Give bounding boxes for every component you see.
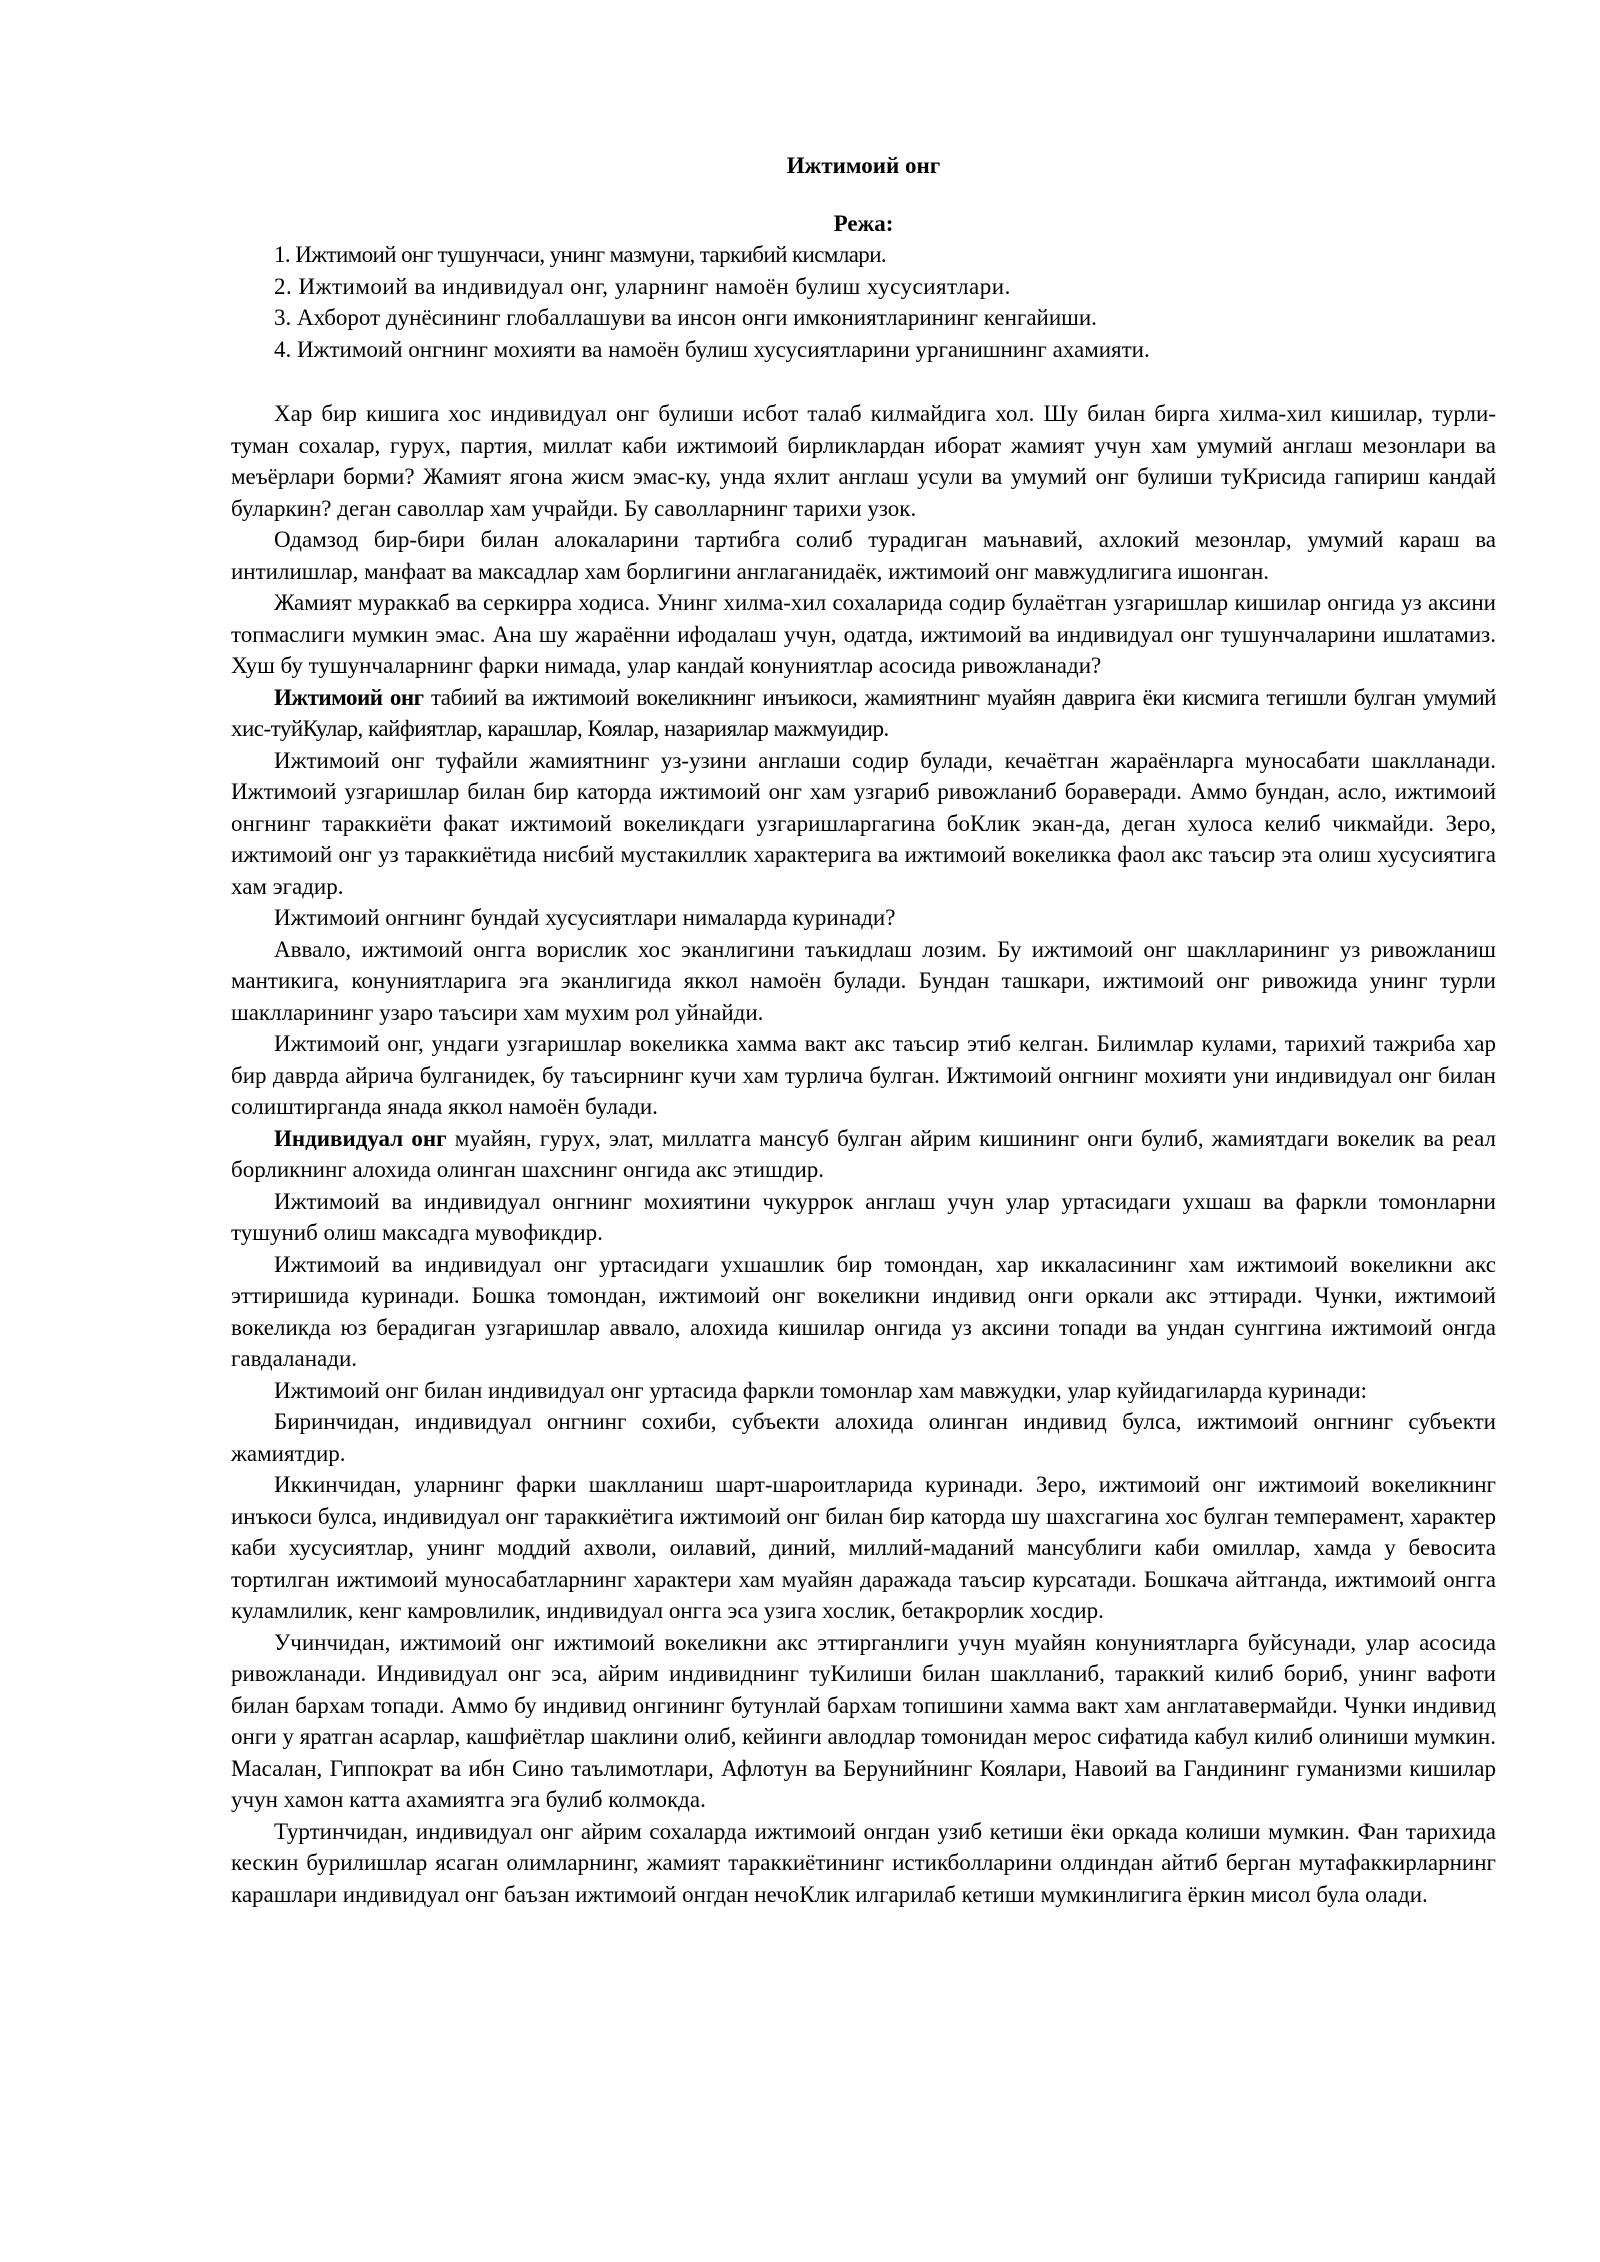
paragraph-text: муайян, гурух, элат, миллатга мансуб булган айрим кишининг онги булиб, жамиятдаги вокелик ва реал борликнинг алохида олинган шахснинг онгида акс этишдир. — [231, 1125, 1496, 1182]
paragraph: Ижтимоий онгнинг бундай хусусиятлари нималарда куринади? — [274, 905, 896, 930]
plan-item: 1. Ижтимоий онг тушунчаси, унинг мазмуни, таркибий кисмлари. — [274, 242, 887, 267]
paragraph: Хар бир кишига хос индивидуал онг булиши исбот талаб килмайдига хол. Шу билан бирга хилма-хил кишилар, турли-туман сохалар, гурух, партия, миллат каби ижтимоий бирликлардан иборат жамият учун хам умумий англаш мезонлари ва меъёрлари борми? Жамият ягона жисм эмас-ку, унда яхлит англаш усули ва умумий онг булиши туКрисида гапириш кандай буларкин? деган саволлар хам учрайди. Бу саволларнинг тарихи узок. — [231, 401, 1496, 521]
term-bold: Индивидуал онг — [274, 1125, 447, 1151]
paragraph: Ижтимоий ва индивидуал онгнинг мохиятини чукуррок англаш учун улар уртасидаги ухшаш ва фаркли томонларни тушуниб олиш максадга мувофикдир. — [231, 1188, 1496, 1245]
plan-item: 2. Ижтимоий ва индивидуал онг, уларнинг намоён булиш хусусиятлари. — [274, 273, 1011, 299]
paragraph: Ижтимоий ва индивидуал онг уртасидаги ухшашлик бир томондан, хар иккаласининг хам ижтимоий вокеликни акс эттиришида куринади. Бошка томондан, ижтимоий онг вокеликни индивид онги оркали акс эттиради. Чунки, ижтимоий вокеликда юз берадиган узгаришлар аввало, алохида кишилар онгида уз аксини топади ва ундан сунггина ижтимоий онгда гавдаланади. — [231, 1251, 1496, 1371]
paragraph — [231, 682, 1496, 745]
paragraph: Аввало, ижтимоий онгга ворислик хос эканлигини таъкидлаш лозим. Бу ижтимоий онг шаклларининг уз ривожланиш мантикига, конуниятларига эга эканлигида яккол намоён булади. Бундан ташкари, ижтимоий онг ривожида унинг турли шаклларининг узаро таъсири хам мухим рол уйнайди. — [231, 936, 1496, 1025]
plan-item: 4. Ижтимоий онгнинг мохияти ва намоён булиш хусусиятларини урганишнинг ахамияти. — [274, 336, 1150, 362]
document-page — [231, 150, 1496, 1910]
paragraph-text: табиий ва ижтимоий вокеликнинг инъикоси, жамиятнинг муайян даврига ёки кисмига тегишли булган умумий хис-туйКулар, кайфиятлар, карашлар, Коялар, назариялар мажмуидир. — [231, 684, 1496, 741]
paragraph: Ижтимоий онг, ундаги узгаришлар вокеликка хамма вакт акс таъсир этиб келган. Билимлар кулами, тарихий тажриба хар бир даврда айрича булганидек, бу таъсирнинг кучи хам турлича булган. Ижтимоий онгнинг мохияти уни индивидуал онг билан солиштирганда янада яккол намоён булади. — [231, 1031, 1496, 1119]
paragraph — [231, 1123, 1496, 1186]
paragraph: Иккинчидан, уларнинг фарки шаклланиш шарт-шароитларида куринади. Зеро, ижтимоий онг ижтимоий вокеликнинг инъкоси булса, индивидуал онг тараккиётига ижтимоий онг билан бир каторда шу шахсгагина хос булган темперамент, характер каби хусусиятлар, унинг моддий ахволи, оилавий, диний, миллий-маданий мансублиги каби омиллар, хамда у бевосита тортилган ижтимоий муносабатларнинг характери хам муайян даражада таъсир курсатади. Бошкача айтганда, ижтимоий онгга куламлилик, кенг камровлилик, индивидуал онгга эса узига хослик, бетакрорлик хосдир. — [231, 1472, 1496, 1623]
paragraph: Ижтимоий онг туфайли жамиятнинг уз-узини англаши содир булади, кечаётган жараёнларга муносабати шаклланади. Ижтимоий узгаришлар билан бир каторда ижтимоий онг хам узгариб ривожланиб бораверади. Аммо бундан, асло, ижтимоий онгнинг тараккиёти факат ижтимоий вокеликдаги узгаришларгагина боКлик экан-да, деган хулоса келиб чикмайди. Зеро, ижтимоий онг уз тараккиётида нисбий мустакиллик характерига ва ижтимоий вокеликка фаол акс таъсир эта олиш хусусиятига хам эгадир. — [231, 747, 1496, 899]
paragraph: Одамзод бир-бири билан алокаларини тартибга солиб турадиган маънавий, ахлокий мезонлар, умумий караш ва интилишлар, манфаат ва максадлар хам борлигини англаганидаёк, ижтимоий онг мавжудлигига ишонган. — [231, 527, 1496, 584]
paragraph: Жамият мураккаб ва серкирра ходиса. Унинг хилма-хил сохаларида содир булаётган узгаришлар кишилар онгида уз аксини топмаслиги мумкин эмас. Ана шу жараённи ифодалаш учун, одатда, ижтимоий ва индивидуал онг тушунчаларини ишлатамиз. Хуш бу тушунчаларнинг фарки нимада, улар кандай конуниятлар асосида ривожланади? — [231, 590, 1496, 678]
paragraph: Биринчидан, индивидуал онгнинг сохиби, субъекти алохида олинган индивид булса, ижтимоий онгнинг субъекти жамиятдир. — [231, 1409, 1496, 1466]
plan-heading: Режа: — [833, 210, 894, 236]
plan-item: 3. Ахборот дунёсининг глобаллашуви ва инсон онги имкониятларининг кенгайиши. — [274, 305, 1097, 330]
paragraph: Учинчидан, ижтимоий онг ижтимоий вокеликни акс эттирганлиги учун муайян конуниятларга буйсунади, улар асосида ривожланади. Индивидуал онг эса, айрим индивиднинг туКилиши билан шаклланиб, тараккий килиб бориб, унинг вафоти билан бархам топади. Аммо бу индивид онгининг бутунлай бархам топишини хамма вакт хам англатавермайди. Чунки индивид онги у яратган асарлар, кашфиётлар шаклини олиб, кейинги авлодлар томонидан мерос сифатида кабул килиб олиниши мумкин. Масалан, Гиппократ ва ибн Сино таълимотлари, Афлотун ва Берунийнинг Коялари, Навоий ва Гандининг гуманизми кишилар учун хамон катта ахамиятга эга булиб колмокда. — [231, 1629, 1496, 1812]
paragraph: Ижтимоий онг билан индивидуал онг уртасида фаркли томонлар хам мавжудки, улар куйидагиларда куринади: — [274, 1377, 1368, 1403]
term-bold: Ижтимоий онг — [274, 684, 424, 710]
paragraph: Туртинчидан, индивидуал онг айрим сохаларда ижтимоий онгдан узиб кетиши ёки оркада колиши мумкин. Фан тарихида кескин бурилишлар ясаган олимларнинг, жамият тараккиётининг истикболларини олдиндан айтиб берган мутафаккирларнинг карашлари индивидуал онг баъзан ижтимоий онгдан нечоКлик илгарилаб кетиши мумкинлигига ёркин мисол була олади. — [231, 1818, 1496, 1907]
document-title: Ижтимоий онг — [786, 153, 941, 178]
plan-list — [231, 239, 1496, 365]
spacer — [231, 365, 1496, 398]
